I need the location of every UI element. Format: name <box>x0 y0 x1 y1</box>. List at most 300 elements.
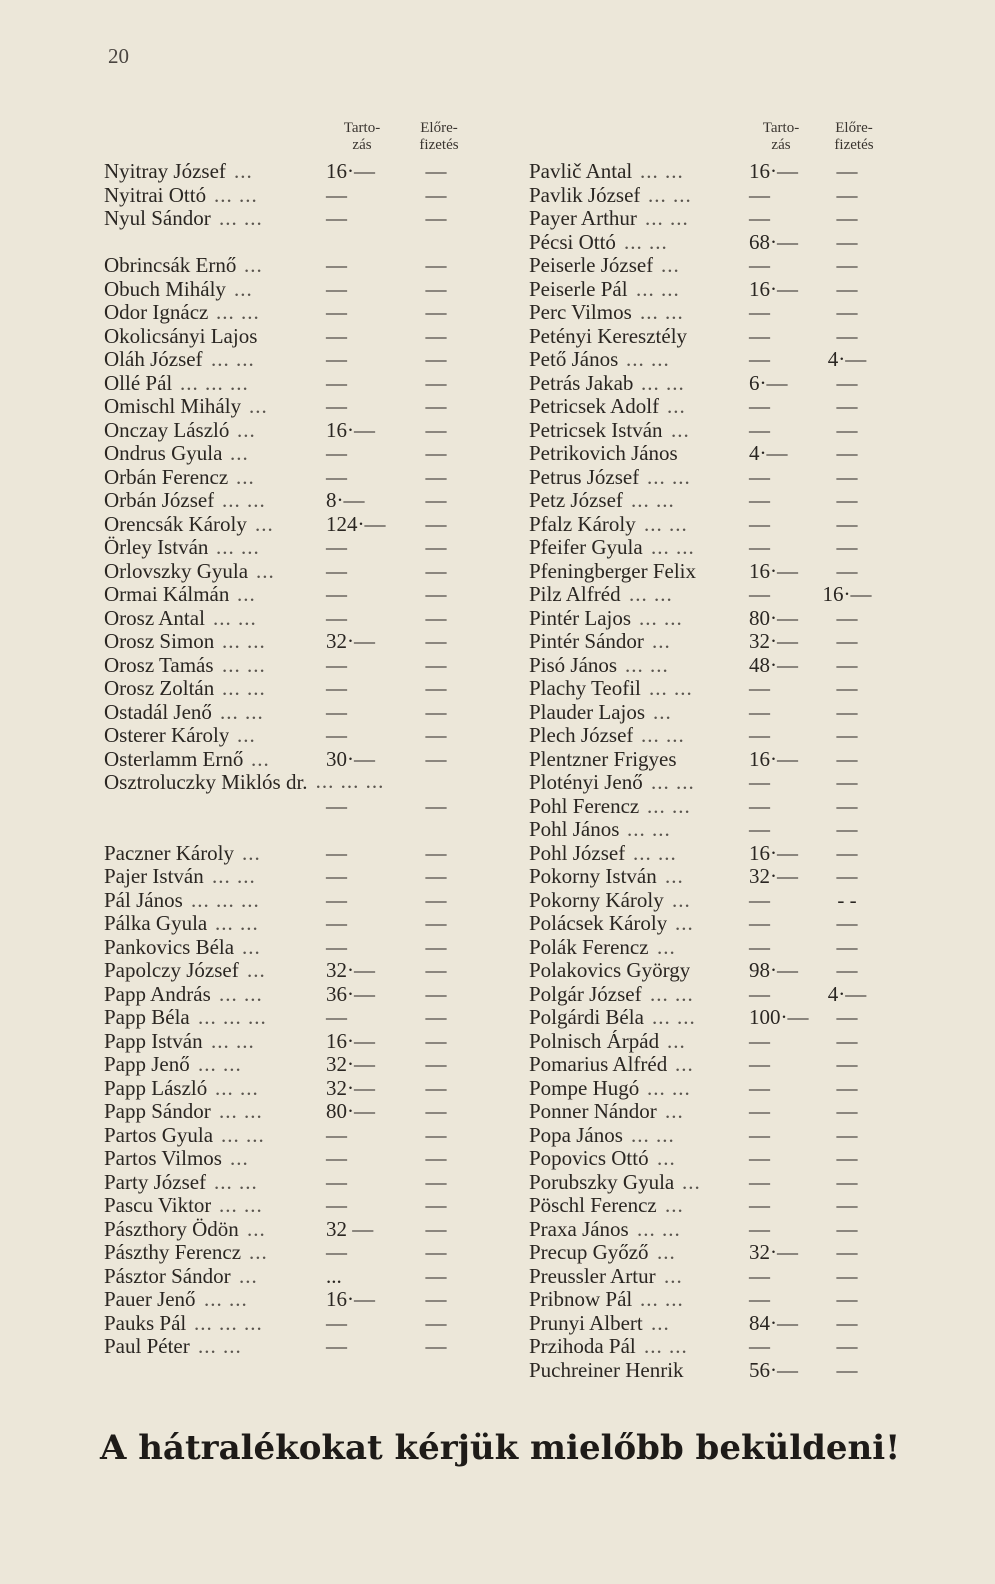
list-item <box>529 301 909 325</box>
elofizetes-value: — <box>836 605 858 630</box>
list-item <box>529 419 909 443</box>
member-name: Orosz Simon <box>104 630 215 653</box>
leader-dots: ... ... <box>625 652 669 677</box>
tartozas-value: — <box>326 182 347 207</box>
leader-dots: ... ... <box>626 347 670 371</box>
member-name: Przihoda Pál <box>529 1335 636 1358</box>
leader-dots: ... <box>652 629 671 653</box>
member-name: Pauer Jenő <box>104 1288 196 1311</box>
member-name: Pfeifer Gyula <box>529 536 643 559</box>
elofizetes-value: — <box>836 1075 858 1100</box>
elofizetes-value: — <box>836 535 858 559</box>
elofizetes-value: — <box>836 253 858 277</box>
member-name: Pauks Pál <box>104 1311 187 1335</box>
list-item <box>104 1265 484 1289</box>
member-name: Okolicsányi Lajos <box>104 324 258 348</box>
elofizetes-value: — <box>425 347 447 371</box>
elofizetes-value: — <box>836 652 858 677</box>
member-name: Papolczy József <box>104 959 239 982</box>
leader-dots: ... ... <box>649 676 693 700</box>
leader-dots: ... <box>665 864 684 888</box>
tartozas-value: 8·— <box>326 488 365 512</box>
tartozas-value: 80·— <box>326 1099 375 1123</box>
member-name: Petricsek Adolf <box>529 395 660 418</box>
member-name: Plotényi Jenő <box>529 771 643 794</box>
elofizetes-value: — <box>836 159 858 183</box>
leader-dots: ... ... <box>644 1334 688 1358</box>
list-item <box>529 701 909 725</box>
list-item <box>529 466 909 490</box>
tartozas-value: — <box>326 934 347 959</box>
member-name: Pálka Gyula <box>104 912 208 935</box>
elofizetes-value: — <box>836 323 858 348</box>
section-gap <box>104 231 484 255</box>
tartozas-value: 32 — <box>326 1216 374 1241</box>
tartozas-value: 16·— <box>749 159 798 183</box>
member-name: Petényi Keresztély <box>529 324 688 348</box>
elofizetes-value: 4·— <box>827 981 867 1006</box>
member-name: Polák Ferencz <box>529 935 649 959</box>
elofizetes-value: — <box>836 441 858 465</box>
member-name: Pokorny István <box>529 865 657 888</box>
elofizetes-value: — <box>836 511 858 536</box>
tartozas-value: — <box>749 1122 770 1147</box>
tartozas-value: — <box>749 1169 770 1194</box>
list-item <box>529 1265 909 1289</box>
leader-dots: ... ... <box>219 1099 263 1123</box>
elofizetes-value: — <box>425 911 447 935</box>
leader-dots: ... ... <box>637 1216 681 1241</box>
tartozas-value: 32·— <box>749 629 798 653</box>
elofizetes-value: — <box>425 676 447 700</box>
member-name: Pászthy Ferencz <box>104 1241 242 1264</box>
tartozas-value: — <box>749 699 770 724</box>
leader-dots: ... ... <box>219 981 263 1006</box>
list-item <box>529 748 909 772</box>
leader-dots: ... ... <box>198 1334 242 1358</box>
list-item <box>104 607 484 631</box>
elofizetes-value: — <box>425 370 447 395</box>
leader-dots: ... ... <box>213 605 257 630</box>
leader-dots: ... ... <box>216 300 260 324</box>
tartozas-value: — <box>749 1193 770 1217</box>
elofizetes-value: — <box>836 417 858 442</box>
tartozas-value: 16·— <box>749 276 798 301</box>
member-name: Pintér Sándor <box>529 630 644 653</box>
member-name: Popovics Ottó <box>529 1147 649 1170</box>
elofizetes-value: — <box>425 864 447 888</box>
leader-dots: ... ... <box>220 699 264 724</box>
list-item <box>104 1218 484 1242</box>
elofizetes-value: — <box>836 1052 858 1076</box>
list-item <box>104 325 484 349</box>
list-item <box>529 677 909 701</box>
tartozas-value: — <box>326 723 347 747</box>
tartozas-value: 98·— <box>749 958 798 982</box>
member-name: Ormai Kálmán <box>104 583 230 606</box>
list-item <box>529 278 909 302</box>
leader-dots: ... ... <box>645 206 689 230</box>
tartozas-value: 30·— <box>326 746 375 771</box>
tartozas-value: — <box>749 300 770 324</box>
tartozas-value: — <box>749 182 770 207</box>
member-name: Orosz Antal <box>104 606 205 630</box>
member-name: Pavlič Antal <box>529 160 633 183</box>
tartozas-value: — <box>326 370 347 395</box>
leader-dots: ... <box>247 1216 266 1241</box>
left-column <box>104 116 484 1359</box>
list-item <box>529 513 909 537</box>
elofizetes-value: — <box>425 1005 447 1029</box>
member-name: Omischl Mihály <box>104 395 242 418</box>
tartozas-value: — <box>326 911 347 935</box>
elofizetes-value: — <box>836 558 858 583</box>
leader-dots: ... <box>665 1193 684 1217</box>
list-item <box>529 489 909 513</box>
leader-dots: ... <box>249 1240 268 1264</box>
leader-dots: ... <box>234 159 253 183</box>
list-item <box>529 795 909 819</box>
tartozas-value: — <box>749 676 770 700</box>
leader-dots: ... ... <box>222 488 266 512</box>
member-name: Pfeningberger Felix <box>529 559 696 583</box>
list-item <box>104 1335 484 1359</box>
tartozas-value: — <box>749 1146 770 1170</box>
member-name: Payer Arthur <box>529 207 637 230</box>
list-item <box>104 1053 484 1077</box>
list-item <box>104 1312 484 1336</box>
leader-dots: ... ... <box>640 159 684 183</box>
member-name: Pohl József <box>529 841 626 865</box>
tartozas-value: — <box>326 582 347 606</box>
tartozas-value: — <box>326 206 347 230</box>
elofizetes-value: — <box>836 370 858 395</box>
list-item <box>529 842 909 866</box>
elofizetes-value: — <box>425 464 447 489</box>
member-name: Papp Béla <box>104 1006 190 1029</box>
header-tartozas: Tarto- zás <box>343 120 381 153</box>
member-name: Osztroluczky Miklós dr. <box>104 771 308 794</box>
elofizetes-value: — <box>425 1075 447 1100</box>
member-name: Perc Vilmos <box>529 301 632 324</box>
list-item <box>104 724 484 748</box>
member-name: Ondrus Gyula <box>104 442 223 465</box>
list-item <box>529 184 909 208</box>
tartozas-value: 48·— <box>749 652 798 677</box>
tartozas-value: 16·— <box>749 558 798 583</box>
tartozas-value: — <box>326 676 347 700</box>
tartozas-value: — <box>326 1122 347 1147</box>
tartozas-value: — <box>326 840 347 865</box>
leader-dots: ... <box>653 699 672 724</box>
tartozas-value: — <box>749 535 770 559</box>
list-item <box>529 1077 909 1101</box>
elofizetes-value: — <box>836 1193 858 1217</box>
member-name: Petrás Jakab <box>529 371 634 395</box>
list-item <box>529 1006 909 1030</box>
member-name: Pomarius Alfréd <box>529 1053 668 1076</box>
elofizetes-value: — <box>836 1240 858 1264</box>
leader-dots: ... <box>657 1240 676 1264</box>
list-item <box>104 1030 484 1054</box>
elofizetes-value: — <box>836 770 858 794</box>
tartozas-value: — <box>749 770 770 794</box>
list-item <box>529 442 909 466</box>
list-item <box>529 536 909 560</box>
tartozas-value: — <box>326 1334 347 1358</box>
tartozas-value: — <box>749 206 770 230</box>
leader-dots: ... <box>657 934 676 959</box>
elofizetes-value: — <box>425 1240 447 1264</box>
tartozas-value: 32·— <box>749 864 798 888</box>
list-item <box>104 630 484 654</box>
list-item <box>104 442 484 466</box>
leader-dots: ... ... ... <box>191 887 260 912</box>
member-name: Preussler Artur <box>529 1264 656 1288</box>
tartozas-value: — <box>326 652 347 677</box>
leader-dots: ... ... <box>651 535 695 559</box>
member-name: Pető János <box>529 348 619 371</box>
list-item <box>104 912 484 936</box>
elofizetes-value: — <box>425 981 447 1006</box>
list-item <box>529 348 909 372</box>
list-item <box>529 912 909 936</box>
leader-dots: ... ... <box>647 1075 691 1100</box>
member-name: Pokorny Károly <box>529 888 664 912</box>
member-name: Pintér Lajos <box>529 606 632 630</box>
elofizetes-value: 4·— <box>827 347 867 371</box>
member-name: Orencsák Károly <box>104 512 247 536</box>
list-item <box>529 889 909 913</box>
elofizetes-value: — <box>425 1334 447 1358</box>
tartozas-value: 68·— <box>749 229 798 254</box>
elofizetes-value: — <box>836 1122 858 1147</box>
tartozas-value: — <box>326 793 347 818</box>
elofizetes-value: — <box>425 276 447 301</box>
list-item <box>104 489 484 513</box>
elofizetes-value: — <box>836 1169 858 1194</box>
list-item <box>529 1124 909 1148</box>
elofizetes-value: — <box>836 182 858 207</box>
leader-dots: ... <box>651 1310 670 1335</box>
elofizetes-value: — <box>836 934 858 959</box>
leader-dots: ... <box>672 887 691 912</box>
elofizetes-value: — <box>836 300 858 324</box>
member-name: Osterer Károly <box>104 724 230 747</box>
member-name: Plauder Lajos <box>529 700 646 724</box>
list-item <box>104 419 484 443</box>
tartozas-value: — <box>326 323 347 348</box>
member-name: Obrincsák Ernő <box>104 254 237 277</box>
elofizetes-value: — <box>425 793 447 818</box>
member-name: Orosz Zoltán <box>104 677 215 700</box>
elofizetes-value: — <box>836 958 858 982</box>
elofizetes-value: — <box>836 206 858 230</box>
member-name: Obuch Mihály <box>104 277 226 301</box>
member-name: Ponner Nándor <box>529 1100 657 1123</box>
member-name: Polácsek Károly <box>529 912 668 935</box>
tartozas-value: — <box>326 1005 347 1029</box>
tartozas-value: — <box>749 347 770 371</box>
section-gap <box>104 818 484 842</box>
member-name: Plentzner Frigyes <box>529 747 677 771</box>
leader-dots: ... ... <box>650 981 694 1006</box>
leader-dots: ... ... <box>212 864 256 888</box>
member-name: Nyitray József <box>104 160 226 183</box>
elofizetes-value: — <box>425 1146 447 1170</box>
list-item <box>104 677 484 701</box>
leader-dots: ... <box>249 394 268 418</box>
page-number: 20 <box>108 44 129 68</box>
list-item <box>529 607 909 631</box>
member-name: Pécsi Ottó <box>529 230 616 254</box>
elofizetes-value: — <box>425 182 447 207</box>
member-name: Polgárdi Béla <box>529 1006 644 1029</box>
list-item <box>104 771 484 818</box>
member-name: Prunyi Albert <box>529 1311 643 1335</box>
tartozas-value: — <box>749 1263 770 1288</box>
member-name: Petrikovich János <box>529 442 678 465</box>
tartozas-value: — <box>326 1169 347 1194</box>
list-item <box>104 1288 484 1312</box>
member-name: Oláh József <box>104 348 203 371</box>
leader-dots: ... <box>242 934 261 959</box>
header-tartozas: Tarto- zás <box>762 120 800 153</box>
leader-dots: ... ... <box>222 676 266 700</box>
member-name: Pisó János <box>529 653 618 677</box>
leader-dots: ... ... <box>215 1075 259 1100</box>
leader-dots: ... ... <box>641 370 685 395</box>
elofizetes-value: — <box>425 535 447 559</box>
tartozas-value: 100·— <box>749 1005 809 1029</box>
elofizetes-value: — <box>425 746 447 771</box>
member-name: Pankovics Béla <box>104 935 235 959</box>
tartozas-value: — <box>749 911 770 935</box>
leader-dots: ... ... <box>211 1028 255 1053</box>
tartozas-value: — <box>326 535 347 559</box>
leader-dots: ... <box>657 1146 676 1170</box>
tartozas-value: — <box>749 934 770 959</box>
elofizetes-value: — <box>836 699 858 724</box>
elofizetes-value: — <box>425 1099 447 1123</box>
elofizetes-value: — <box>425 1193 447 1217</box>
list-item <box>104 513 484 537</box>
leader-dots: ... <box>671 417 690 442</box>
member-name: Pascu Viktor <box>104 1194 212 1217</box>
elofizetes-value: — <box>425 652 447 677</box>
list-item <box>104 560 484 584</box>
elofizetes-value: — <box>836 229 858 254</box>
member-name: Popa János <box>529 1123 623 1147</box>
elofizetes-value: 16·— <box>822 582 872 606</box>
leader-dots: ... ... <box>639 605 683 630</box>
elofizetes-value: — <box>425 323 447 348</box>
list-item <box>104 1006 484 1030</box>
elofizetes-value: — <box>425 441 447 465</box>
member-name: Pöschl Ferencz <box>529 1194 657 1217</box>
list-item <box>529 325 909 349</box>
list-item <box>529 724 909 748</box>
member-name: Polakovics György <box>529 959 691 982</box>
tartozas-value: — <box>749 1216 770 1241</box>
list-item <box>529 771 909 795</box>
list-item <box>529 983 909 1007</box>
elofizetes-value: — <box>836 1334 858 1358</box>
list-item <box>529 654 909 678</box>
tartozas-value: — <box>749 323 770 348</box>
tartozas-value: — <box>326 1146 347 1170</box>
leader-dots: ... <box>230 441 249 465</box>
tartozas-value: 4·— <box>749 441 788 465</box>
tartozas-value: — <box>749 1334 770 1358</box>
leader-dots: ... <box>236 464 255 489</box>
tartozas-value: 16·— <box>749 746 798 771</box>
list-item <box>104 278 484 302</box>
member-name: Praxa János <box>529 1217 629 1241</box>
leader-dots: ... ... ... <box>198 1005 267 1029</box>
list-item <box>104 348 484 372</box>
tartozas-value: — <box>749 417 770 442</box>
list-item <box>529 1053 909 1077</box>
list-item <box>104 583 484 607</box>
tartozas-value: 56·— <box>749 1357 798 1382</box>
member-name: Örley István <box>104 536 209 559</box>
leader-dots: ... <box>256 558 275 583</box>
list-item <box>104 372 484 396</box>
list-item <box>529 372 909 396</box>
leader-dots: ... <box>682 1169 701 1194</box>
list-item <box>104 1241 484 1265</box>
list-item <box>529 231 909 255</box>
leader-dots: ... ... ... <box>180 370 249 395</box>
list-item <box>104 842 484 866</box>
elofizetes-value: - - <box>837 887 857 912</box>
elofizetes-value: — <box>425 629 447 653</box>
member-name: Pál János <box>104 888 183 912</box>
list-item <box>104 959 484 983</box>
member-name: Nyitrai Ottó <box>104 183 207 207</box>
tartozas-value: 6·— <box>749 370 788 395</box>
leader-dots: ... <box>667 394 686 418</box>
elofizetes-value: — <box>836 1263 858 1288</box>
list-item <box>529 1147 909 1171</box>
leader-dots: ... ... <box>631 488 675 512</box>
list-item <box>104 207 484 231</box>
leader-dots: ... <box>237 417 256 442</box>
elofizetes-value: — <box>836 1005 858 1029</box>
tartozas-value: — <box>326 347 347 371</box>
elofizetes-value: — <box>836 394 858 418</box>
list-item <box>529 1100 909 1124</box>
tartozas-value: — <box>326 1240 347 1264</box>
tartozas-value: 32·— <box>326 1075 375 1100</box>
member-name: Porubszky Gyula <box>529 1170 675 1194</box>
list-item <box>529 959 909 983</box>
right-rows <box>529 160 909 1382</box>
elofizetes-value: — <box>425 699 447 724</box>
member-name: Pavlik József <box>529 183 641 207</box>
leader-dots: ... ... <box>211 347 255 371</box>
leader-dots: ... <box>667 1028 686 1053</box>
list-item <box>104 983 484 1007</box>
elofizetes-value: — <box>425 958 447 982</box>
elofizetes-value: — <box>836 1357 858 1382</box>
elofizetes-value: — <box>836 1216 858 1241</box>
elofizetes-value: — <box>836 1099 858 1123</box>
tartozas-value: — <box>326 464 347 489</box>
list-item <box>529 1335 909 1359</box>
elofizetes-value: — <box>836 817 858 841</box>
